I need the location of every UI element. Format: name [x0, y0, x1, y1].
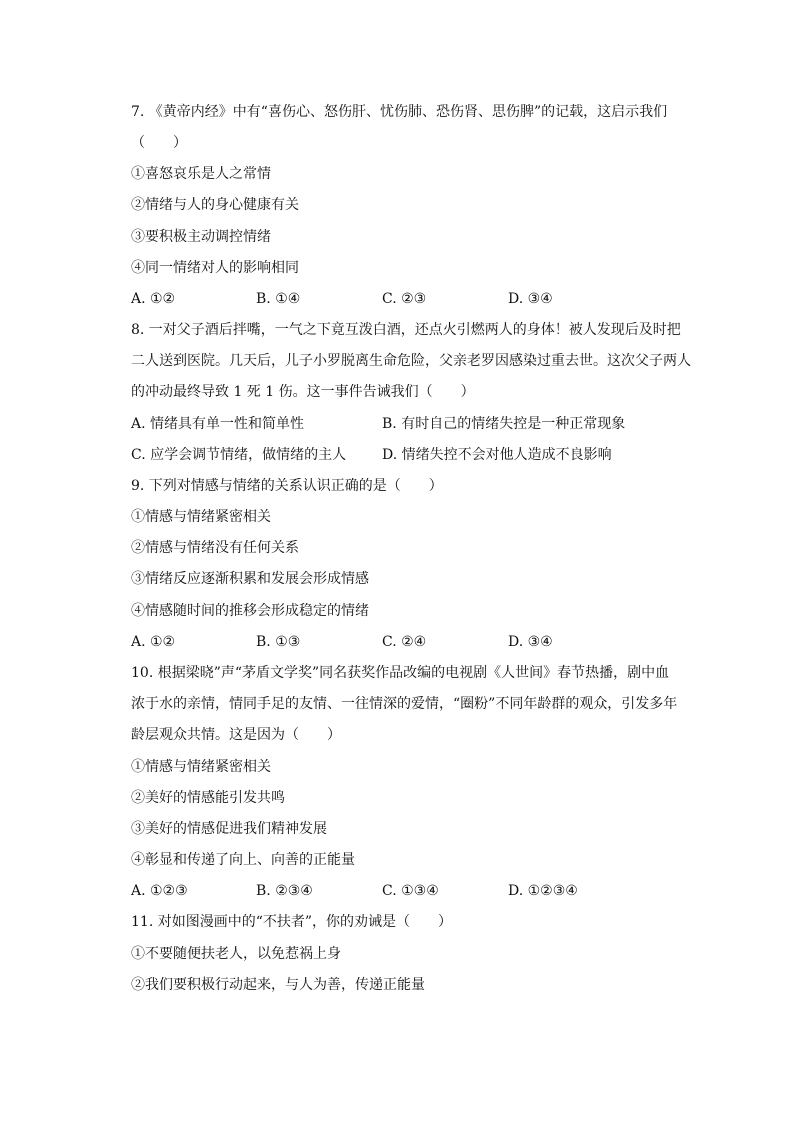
q7-stem-line1: 7. 《黄帝内经》中有“喜伤心、怒伤肝、忧伤肺、恐伤肾、思伤脾”的记载，这启示我们 [131, 104, 668, 120]
q7-statement-2: ②情绪与人的身心健康有关 [131, 197, 299, 213]
q10-stem-line1: 10. 根据梁晓”声“茅盾文学奖”同名获奖作品改编的电视剧《人世间》春节热播，剧中血 [131, 665, 670, 681]
q11-stem-line1: 11. 对如图漫画中的“不扶者”，你的劝诫是（ ） [131, 914, 453, 930]
q7-option-b: B. ①④ [256, 291, 301, 307]
q8-option-d: D. 情绪失控不会对他人造成不良影响 [382, 447, 612, 463]
q9-option-c: C. ②④ [382, 634, 427, 650]
q9-option-d: D. ③④ [508, 634, 553, 650]
q8-stem-line3: 的冲动最终导致 1 死 1 伤。这一事件告诫我们（ ） [131, 384, 475, 400]
q9-statement-3: ③情绪反应逐渐积累和发展会形成情感 [131, 571, 369, 587]
q8-option-c: C. 应学会调节情绪，做情绪的主人 [131, 447, 347, 463]
q9-statement-1: ①情感与情绪紧密相关 [131, 509, 271, 525]
q8-option-b: B. 有时自己的情绪失控是一种正常现象 [382, 416, 626, 432]
q7-option-a: A. ①② [131, 291, 176, 307]
q10-statement-3: ③美好的情感促进我们精神发展 [131, 821, 327, 837]
q9-stem-line1: 9. 下列对情感与情绪的关系认识正确的是（ ） [131, 478, 443, 494]
q10-option-a: A. ①②③ [131, 883, 188, 899]
q11-statement-1: ①不要随便扶老人，以免惹祸上身 [131, 946, 341, 962]
q10-stem-line3: 龄层观众共情。这是因为（ ） [131, 727, 341, 743]
q11-statement-2: ②我们要积极行动起来，与人为善，传递正能量 [131, 977, 425, 993]
q8-option-a: A. 情绪具有单一性和简单性 [131, 416, 305, 432]
q8-stem-line2: 二人送到医院。几天后，儿子小罗脱离生命危险，父亲老罗因感染过重去世。这次父子两人 [131, 353, 691, 369]
q10-statement-1: ①情感与情绪紧密相关 [131, 759, 271, 775]
q7-stem-line2: （ ） [131, 135, 187, 151]
q7-option-d: D. ③④ [508, 291, 553, 307]
q9-option-b: B. ①③ [256, 634, 301, 650]
q7-statement-4: ④同一情绪对人的影响相同 [131, 260, 299, 276]
q7-option-c: C. ②③ [382, 291, 427, 307]
q10-option-b: B. ②③④ [256, 883, 313, 899]
q10-option-d: D. ①②③④ [508, 883, 578, 899]
q10-option-c: C. ①③④ [382, 883, 439, 899]
q9-option-a: A. ①② [131, 634, 176, 650]
q10-stem-line2: 浓于水的亲情，情同手足的友情、一往情深的爱情，“圈粉”不同年龄群的观众，引发多年 [131, 696, 678, 712]
q9-statement-4: ④情感随时间的推移会形成稳定的情绪 [131, 603, 369, 619]
q8-stem-line1: 8. 一对父子酒后拌嘴，一气之下竟互泼白酒，还点火引燃两人的身体！被人发现后及时把 [131, 322, 681, 338]
q9-statement-2: ②情感与情绪没有任何关系 [131, 540, 299, 556]
q7-statement-1: ①喜怒哀乐是人之常情 [131, 166, 271, 182]
q7-statement-3: ③要积极主动调控情绪 [131, 229, 271, 245]
q10-statement-4: ④彰显和传递了向上、向善的正能量 [131, 852, 355, 868]
q10-statement-2: ②美好的情感能引发共鸣 [131, 790, 285, 806]
